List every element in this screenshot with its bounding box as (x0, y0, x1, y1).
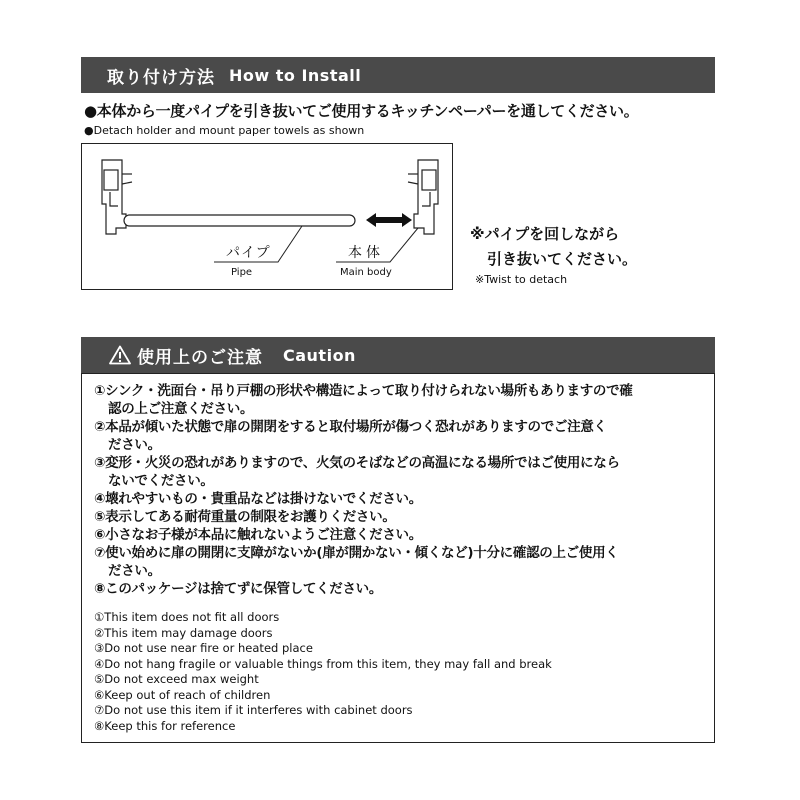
twist-note-ja (470, 222, 637, 272)
install-instruction-en: ●Detach holder and mount paper towels as shown (84, 124, 365, 137)
twist-note-line1: ※パイプを回しながら (470, 225, 620, 243)
pipe-label-en: Pipe (231, 267, 253, 278)
caution-item-ja: ⑧このパッケージは捨てずに保管してください。 (94, 581, 383, 597)
holder-illustration (82, 144, 454, 291)
caution-item-ja: ⑥小さなお子様が本品に触れないようご注意ください。 (94, 527, 422, 543)
caution-item-ja: ①シンク・洗面台・吊り戸棚の形状や構造によって取り付けられない場所もありますので確 認の上ご注意ください。 (94, 383, 633, 417)
caution-title-ja: 使用上のご注意 (137, 347, 263, 368)
caution-item-en: ②This item may damage doors (94, 625, 273, 640)
warning-triangle-icon (109, 345, 131, 365)
body-label-en: Main body (340, 267, 392, 278)
caution-list-ja (94, 382, 704, 598)
caution-item-ja: ④壊れやすいもの・貴重品などは掛けないでください。 (94, 491, 422, 507)
double-arrow-icon (366, 213, 412, 227)
caution-item-en: ⑧Keep this for reference (94, 718, 236, 733)
pipe-label-ja: パイプ (226, 245, 271, 261)
body-label-ja: 本体 (348, 245, 384, 261)
pipe (124, 215, 355, 226)
caution-item-ja: ⑦使い始めに扉の開閉に支障がないか(扉が開かない・傾くなど)十分に確認の上ご使用く ださい。 (94, 545, 619, 579)
install-section-header (81, 57, 715, 93)
caution-item-en: ④Do not hang fragile or valuable things from this item, they may fall and break (94, 656, 552, 671)
install-instruction-ja: ●本体から一度パイプを引き抜いてご使用するキッチンペーパーを通してください。 (84, 102, 639, 120)
caution-item-ja: ③変形・火災の恐れがありますので、火気のそばなどの高温になる場所ではご使用になら ないでください。 (94, 455, 620, 489)
caution-item-ja: ②本品が傾いた状態で扉の開閉をすると取付場所が傷つく恐れがありますのでご注意く ださい。 (94, 419, 607, 453)
caution-item-ja: ⑤表示してある耐荷重量の制限をお護りください。 (94, 509, 396, 525)
caution-item-en: ①This item does not fit all doors (94, 610, 280, 624)
install-title-en: How to Install (229, 65, 362, 85)
twist-note-en: ※Twist to detach (475, 273, 568, 286)
install-diagram (81, 143, 453, 290)
caution-box (81, 373, 715, 743)
caution-item-en: ⑥Keep out of reach of children (94, 687, 271, 702)
caution-item-en: ⑤Do not exceed max weight (94, 672, 259, 686)
install-title-ja: 取り付け方法 (107, 67, 215, 88)
caution-title-en: Caution (283, 345, 356, 365)
caution-item-en: ③Do not use near fire or heated place (94, 641, 313, 655)
caution-item-en: ⑦Do not use this item if it interferes with cabinet doors (94, 703, 413, 717)
right-holder (408, 160, 438, 234)
twist-note-line2: 引き抜いてください。 (487, 250, 638, 268)
caution-section-header (81, 337, 715, 373)
caution-list-en (94, 610, 552, 734)
